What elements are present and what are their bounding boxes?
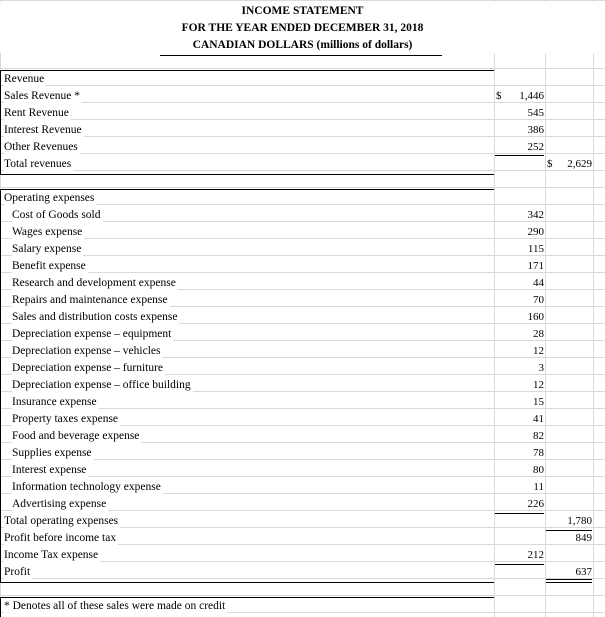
total-revenues-amount (545, 156, 592, 173)
total-revenues-label: Total revenues (4, 156, 73, 173)
expense-value: 78 (533, 447, 544, 459)
revenue-value: 1,446 (519, 90, 544, 102)
expense-label: Advertising expense (12, 496, 108, 513)
expenses-heading: Operating expenses (4, 190, 96, 207)
income-tax-label: Income Tax expense (4, 547, 100, 564)
expense-label: Benefit expense (12, 258, 88, 275)
expense-value: 290 (527, 226, 544, 238)
profit-label: Profit (4, 564, 32, 581)
expense-value: 80 (533, 464, 544, 476)
revenue-subtotal-line (495, 155, 544, 156)
expense-value: 70 (533, 294, 544, 306)
revenue-value: 545 (527, 107, 544, 119)
expense-label: Salary expense (12, 241, 83, 258)
statement-period: FOR THE YEAR ENDED DECEMBER 31, 2018 (0, 19, 605, 36)
profit-value: 637 (575, 566, 592, 578)
expenses-box (0, 189, 494, 583)
expense-label: Repairs and maintenance expense (12, 292, 170, 309)
income-tax-value: 212 (527, 549, 544, 561)
profit-before-tax-value: 849 (575, 532, 592, 544)
total-expenses-value: 1,780 (567, 515, 592, 527)
revenue-label: Interest Revenue (4, 122, 84, 139)
revenue-label: Rent Revenue (4, 105, 71, 122)
expense-label: Insurance expense (12, 394, 99, 411)
expense-value: 28 (533, 328, 544, 340)
expense-label: Depreciation expense – office building (12, 377, 193, 394)
expense-value: 44 (533, 277, 544, 289)
footnote-text: * Denotes all of these sales were made on credit (4, 598, 227, 615)
expense-label: Wages expense (12, 224, 84, 241)
revenue-box (0, 70, 494, 175)
expense-value: 160 (527, 311, 544, 323)
expense-label: Depreciation expense – vehicles (12, 343, 162, 360)
total-revenues-value: 2,629 (567, 158, 592, 170)
revenue-label: Sales Revenue * (4, 88, 82, 105)
expense-label: Cost of Goods sold (12, 207, 103, 224)
expense-value: 82 (533, 430, 544, 442)
total-expenses-label: Total operating expenses (4, 513, 120, 530)
expense-value: 3 (538, 362, 544, 374)
revenue-value: 386 (527, 124, 544, 136)
revenue-heading: Revenue (4, 71, 46, 88)
currency-symbol: $ (496, 90, 502, 102)
expense-value: 11 (533, 481, 544, 493)
expense-label: Depreciation expense – furniture (12, 360, 165, 377)
expense-value: 12 (533, 379, 544, 391)
expense-value: 41 (533, 413, 544, 425)
expense-value: 15 (533, 396, 544, 408)
expense-label: Supplies expense (12, 445, 94, 462)
expense-label: Research and development expense (12, 275, 178, 292)
header-underline (160, 55, 442, 56)
expense-label: Depreciation expense – equipment (12, 326, 173, 343)
expense-label: Food and beverage expense (12, 428, 141, 445)
expense-label: Property taxes expense (12, 411, 120, 428)
revenue-amount (494, 88, 544, 105)
expense-value: 226 (527, 498, 544, 510)
statement-currency: CANADIAN DOLLARS (millions of dollars) (0, 36, 605, 53)
expense-value: 171 (527, 260, 544, 272)
expense-label: Information technology expense (12, 479, 163, 496)
statement-title: INCOME STATEMENT (0, 2, 605, 19)
profit-double-underline (546, 579, 592, 583)
expense-value: 12 (533, 345, 544, 357)
expense-label: Sales and distribution costs expense (12, 309, 179, 326)
expense-value: 115 (527, 243, 544, 255)
expense-value: 342 (527, 209, 544, 221)
revenue-label: Other Revenues (4, 139, 80, 156)
profit-before-tax-label: Profit before income tax (4, 530, 118, 547)
footnote-box (0, 597, 494, 617)
expense-label: Interest expense (12, 462, 88, 479)
currency-symbol: $ (547, 158, 553, 170)
revenue-value: 252 (527, 141, 544, 153)
